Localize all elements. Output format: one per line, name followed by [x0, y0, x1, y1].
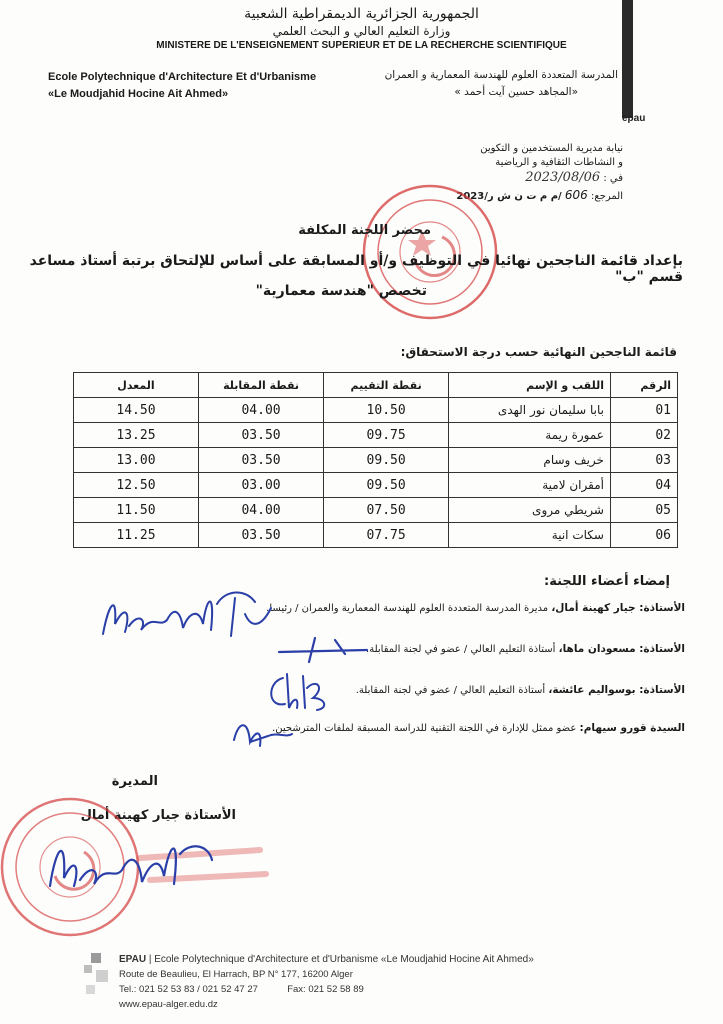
table-row	[74, 398, 678, 423]
ministry-name-fr: MINISTERE DE L'ENSEIGNEMENT SUPERIEUR ET DE LA RECHERCHE SCIENTIFIQUE	[156, 40, 567, 51]
cell-average: 13.00	[74, 448, 199, 473]
cell-number: 02	[610, 423, 677, 448]
signature-member-3	[263, 668, 343, 714]
cell-average: 14.50	[74, 398, 199, 423]
cell-interview: 03.00	[198, 473, 323, 498]
col-header-evaluation: نقطة التقييم	[324, 373, 449, 398]
table-row	[74, 423, 678, 448]
cell-number: 06	[610, 523, 677, 548]
school-name-ar-line2: «المجاهد حسين آيت أحمد »	[454, 86, 578, 98]
cell-number: 04	[610, 473, 677, 498]
school-name-fr-line2: «Le Moudjahid Hocine Ait Ahmed»	[48, 88, 229, 100]
cell-average: 11.50	[74, 498, 199, 523]
ref-number-label: المرجع:	[591, 191, 623, 202]
table-row	[74, 523, 678, 548]
footer	[119, 952, 534, 1012]
cell-interview: 03.50	[198, 448, 323, 473]
member-role: أستاذة التعليم العالي / عضو في لجنة المقابلة.	[355, 685, 549, 696]
ref-date-value: 2023/08/06	[525, 170, 601, 185]
signature-member-2	[275, 634, 375, 664]
cell-average: 11.25	[74, 523, 199, 548]
cell-name: أمقران لامية	[449, 473, 611, 498]
member-name: الأستاذة: بوسواليم عائشة،	[548, 684, 685, 696]
document-subtitle: بإعداد قائمة الناجحين نهائيا في التوظيف و/أو المسابقة على أساس للإلتحاق برتبة أستاذ مساعد قسم "ب"	[29, 253, 683, 285]
cell-number: 01	[610, 398, 677, 423]
cell-name: بابا سليمان نور الهدى	[449, 398, 611, 423]
cell-interview: 04.00	[198, 398, 323, 423]
epau-logo-bar	[622, 0, 633, 118]
footer-brand: EPAU	[119, 954, 147, 965]
cell-name: خريف وسام	[449, 448, 611, 473]
table-row	[74, 473, 678, 498]
member-role: عضو ممثل للإدارة في اللجنة التقنية للدراسة المسبقة لملفات المترشحين.	[272, 723, 580, 734]
footer-contacts	[119, 982, 534, 997]
cell-evaluation: 07.50	[324, 498, 449, 523]
committee-member	[266, 602, 685, 614]
cell-name: شريطي مروى	[449, 498, 611, 523]
cell-evaluation: 09.50	[324, 448, 449, 473]
signature-member-4	[228, 712, 298, 752]
official-stamp-top	[360, 182, 500, 322]
member-name: السيدة قورو سيهام:	[579, 722, 685, 734]
footer-tel: Tel.: 021 52 53 83 / 021 52 47 27	[119, 984, 258, 995]
committee-member	[272, 722, 685, 734]
ref-department-2: و النشاطات الثقافية و الرياضية	[495, 157, 623, 168]
committee-signatures-title: إمضاء أعضاء اللجنة:	[544, 574, 670, 589]
school-name-ar	[385, 67, 618, 101]
director-title: المديرة	[111, 774, 158, 789]
school-name-fr-line1: Ecole Polytechnique d'Architecture Et d'Urbanisme	[48, 71, 317, 83]
results-table	[73, 372, 678, 548]
school-name-ar-line1: المدرسة المتعددة العلوم للهندسة المعمارية و العمران	[384, 69, 618, 81]
member-name: الأستاذة: جيار كهينة أمال،	[551, 602, 685, 614]
cell-interview: 03.50	[198, 523, 323, 548]
cell-evaluation: 10.50	[324, 398, 449, 423]
table-row	[74, 448, 678, 473]
col-header-average: المعدل	[74, 373, 199, 398]
ref-date	[525, 171, 623, 186]
signature-president	[95, 584, 285, 646]
cell-name: سكات انية	[449, 523, 611, 548]
cell-interview: 03.50	[198, 423, 323, 448]
col-header-interview: نقطة المقابلة	[198, 373, 323, 398]
cell-evaluation: 07.75	[324, 523, 449, 548]
results-list-title: قائمة الناجحين النهائية حسب درجة الاستحقاق:	[400, 345, 677, 359]
ref-department: نيابة مديرية المستخدمين و التكوين	[480, 143, 623, 154]
cell-average: 12.50	[74, 473, 199, 498]
cell-name: عمورة ريمة	[449, 423, 611, 448]
cell-evaluation: 09.50	[324, 473, 449, 498]
committee-member	[366, 643, 685, 655]
signature-director	[40, 826, 230, 906]
footer-line1	[119, 952, 534, 967]
cell-number: 03	[610, 448, 677, 473]
footer-fax: Fax: 021 52 58 89	[287, 984, 364, 995]
republic-name: الجمهورية الجزائرية الديمقراطية الشعبية	[244, 6, 479, 22]
cell-interview: 04.00	[198, 498, 323, 523]
table-row	[74, 498, 678, 523]
director-name: الأستاذة جيار كهينة أمال	[80, 808, 236, 823]
footer-school-name: | Ecole Polytechnique d'Architecture et d'Urbanisme «Le Moudjahid Hocine Ait Ahmed»	[146, 954, 534, 965]
table-header-row	[74, 373, 678, 398]
member-role: أستاذة التعليم العالي / عضو في لجنة المقابلة.	[366, 644, 559, 655]
cell-average: 13.25	[74, 423, 199, 448]
epau-logo: epau	[622, 113, 646, 124]
col-header-number: الرقم	[610, 373, 677, 398]
col-header-name: اللقب و الإسم	[449, 373, 611, 398]
member-name: الأستاذة: مسعودان ماها،	[558, 643, 685, 655]
cell-evaluation: 09.75	[324, 423, 449, 448]
school-name-fr	[48, 69, 316, 103]
cell-number: 05	[610, 498, 677, 523]
footer-website[interactable]: www.epau-alger.edu.dz	[119, 999, 218, 1010]
footer-address: Route de Beaulieu, El Harrach, BP N° 177, 16200 Alger	[119, 969, 353, 980]
committee-member	[356, 684, 685, 696]
ministry-name-ar: وزارة التعليم العالي و البحث العلمي	[272, 24, 451, 38]
document-title: محضر اللجنة المكلفة	[298, 223, 431, 238]
ref-number-value: 606	[564, 188, 588, 202]
document-specialty: تخصص "هندسة معمارية"	[255, 283, 427, 299]
ref-number-suffix: /م م ت ن ش ر/2023	[456, 191, 562, 202]
member-role: مديرة المدرسة المتعددة العلوم للهندسة المعمارية والعمران / رئيسا.	[266, 603, 552, 614]
ref-date-label: في :	[603, 173, 623, 184]
